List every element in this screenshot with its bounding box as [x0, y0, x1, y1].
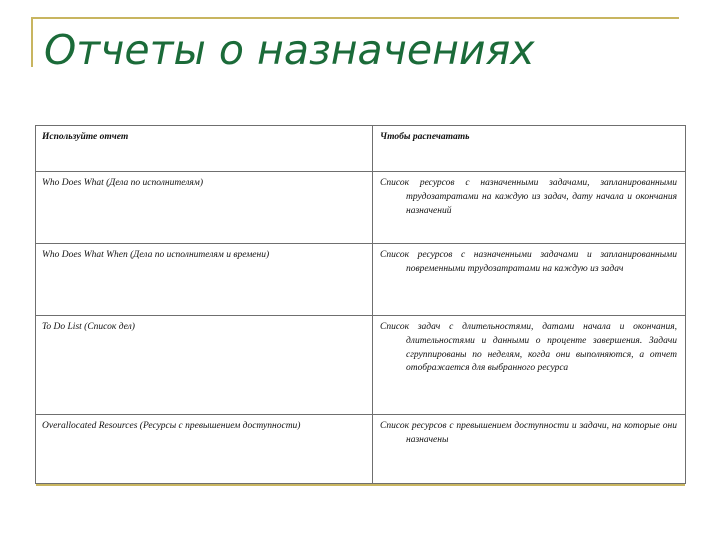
decorative-top-rule	[32, 17, 679, 19]
decorative-left-rule	[31, 17, 33, 67]
report-description-cell	[373, 415, 686, 484]
table-row	[36, 244, 686, 316]
header-cell-purpose	[373, 126, 686, 172]
report-description: Список задач с длительностями, датами начала и окончания, длительностями и данными о проценте завершения. Задачи сгруппированы по неделям, когда они выполняются, а отчет отображается для выбранного ресурса	[380, 322, 677, 374]
report-name-cell	[36, 172, 373, 244]
decorative-bottom-rule	[36, 484, 685, 486]
report-description-cell	[373, 172, 686, 244]
report-name-cell	[36, 316, 373, 415]
report-description: Список ресурсов с назначенными задачами и запланированными повременными трудозатратами на каждую из задач	[380, 250, 677, 274]
table-header-row	[36, 126, 686, 172]
table-row	[36, 316, 686, 415]
header-purpose-label: Чтобы распечатать	[380, 132, 470, 142]
report-name: Overallocated Resources (Ресурсы с превышением доступности)	[42, 421, 301, 431]
report-name: Who Does What (Дела по исполнителям)	[42, 178, 204, 188]
reports-table	[35, 125, 686, 484]
header-report-label: Используйте отчет	[42, 132, 129, 142]
slide-title: Отчеты о назначениях	[44, 26, 535, 74]
report-name: Who Does What When (Дела по исполнителям и времени)	[42, 250, 270, 260]
report-name-cell	[36, 415, 373, 484]
report-name-cell	[36, 244, 373, 316]
report-name: To Do List (Список дел)	[42, 322, 135, 332]
header-cell-report	[36, 126, 373, 172]
report-description: Список ресурсов с превышением доступности и задачи, на которые они назначены	[380, 421, 677, 445]
table-row	[36, 415, 686, 484]
table-row	[36, 172, 686, 244]
report-description: Список ресурсов с назначенными задачами, запланированными трудозатратами на каждую из задач, дату начала и окончания назначений	[380, 178, 677, 216]
report-description-cell	[373, 244, 686, 316]
report-description-cell	[373, 316, 686, 415]
